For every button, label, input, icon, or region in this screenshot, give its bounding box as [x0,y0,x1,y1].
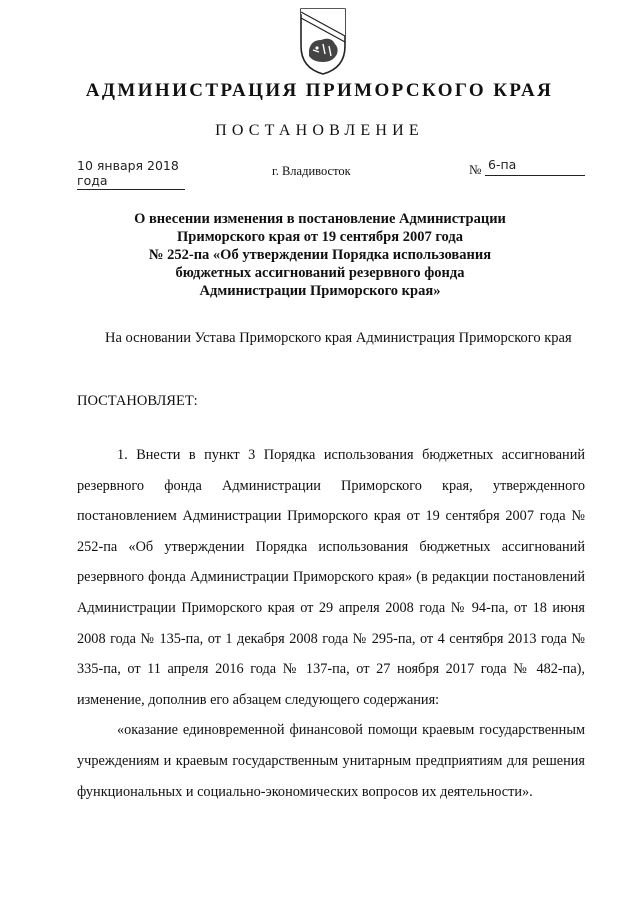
body-paragraph: «оказание единовременной финансовой помощи краевым государственным учреждениям и краевым государственным унитарным предприятиям для решения функциональных и социально-экономических вопросов их деятельности». [77,722,585,800]
body-paragraph: 1. Внести в пункт 3 Порядка использования бюджетных ассигнований резервного фонда Администрации Приморского края, утвержденного постановлением Администрации Приморского края от 19 сентября 2007 года № 252-па «Об утверждении Порядка использования бюджетных ассигнований резервного фонда Администрации Приморского края» (в редакции постановлений Администрации Приморского края от 29 апреля 2008 года № 94-па, от 18 июня 2008 года № 135-па, от 1 декабря 2008 года № 295-па, от 4 сентября 2013 года № 335-па, от 11 апреля 2016 года № 137-па, от 27 ноября 2017 года № 482-па), изменение, дополнив его абзацем следующего содержания: [77,447,585,708]
document-city: г. Владивосток [272,164,351,178]
title-line: бюджетных ассигнований резервного фонда [175,265,465,281]
document-title [100,210,540,300]
document-type: ПОСТАНОВЛЕНИЕ [215,122,424,139]
number-label: № [469,162,482,177]
title-line: Приморского края от 19 сентября 2007 года [177,229,463,245]
coat-of-arms-icon [297,6,349,76]
basis-statement: На основании Устава Приморского края Администрация Приморского края [105,330,572,346]
date-underline [77,189,185,190]
document-date-value: 10 января 2018 года [77,158,179,188]
document-date [77,158,185,190]
resolves-heading: ПОСТАНОВЛЯЕТ: [77,393,198,409]
document-number: 6-па [488,157,517,172]
number-underline [485,175,585,176]
title-line: № 252-па «Об утверждении Порядка использования [148,247,492,263]
title-line: О внесении изменения в постановление Администрации [134,211,506,227]
title-line: Администрации Приморского края» [199,283,441,299]
document-body [77,440,585,807]
organization-name: АДМИНИСТРАЦИЯ ПРИМОРСКОГО КРАЯ [85,80,554,101]
